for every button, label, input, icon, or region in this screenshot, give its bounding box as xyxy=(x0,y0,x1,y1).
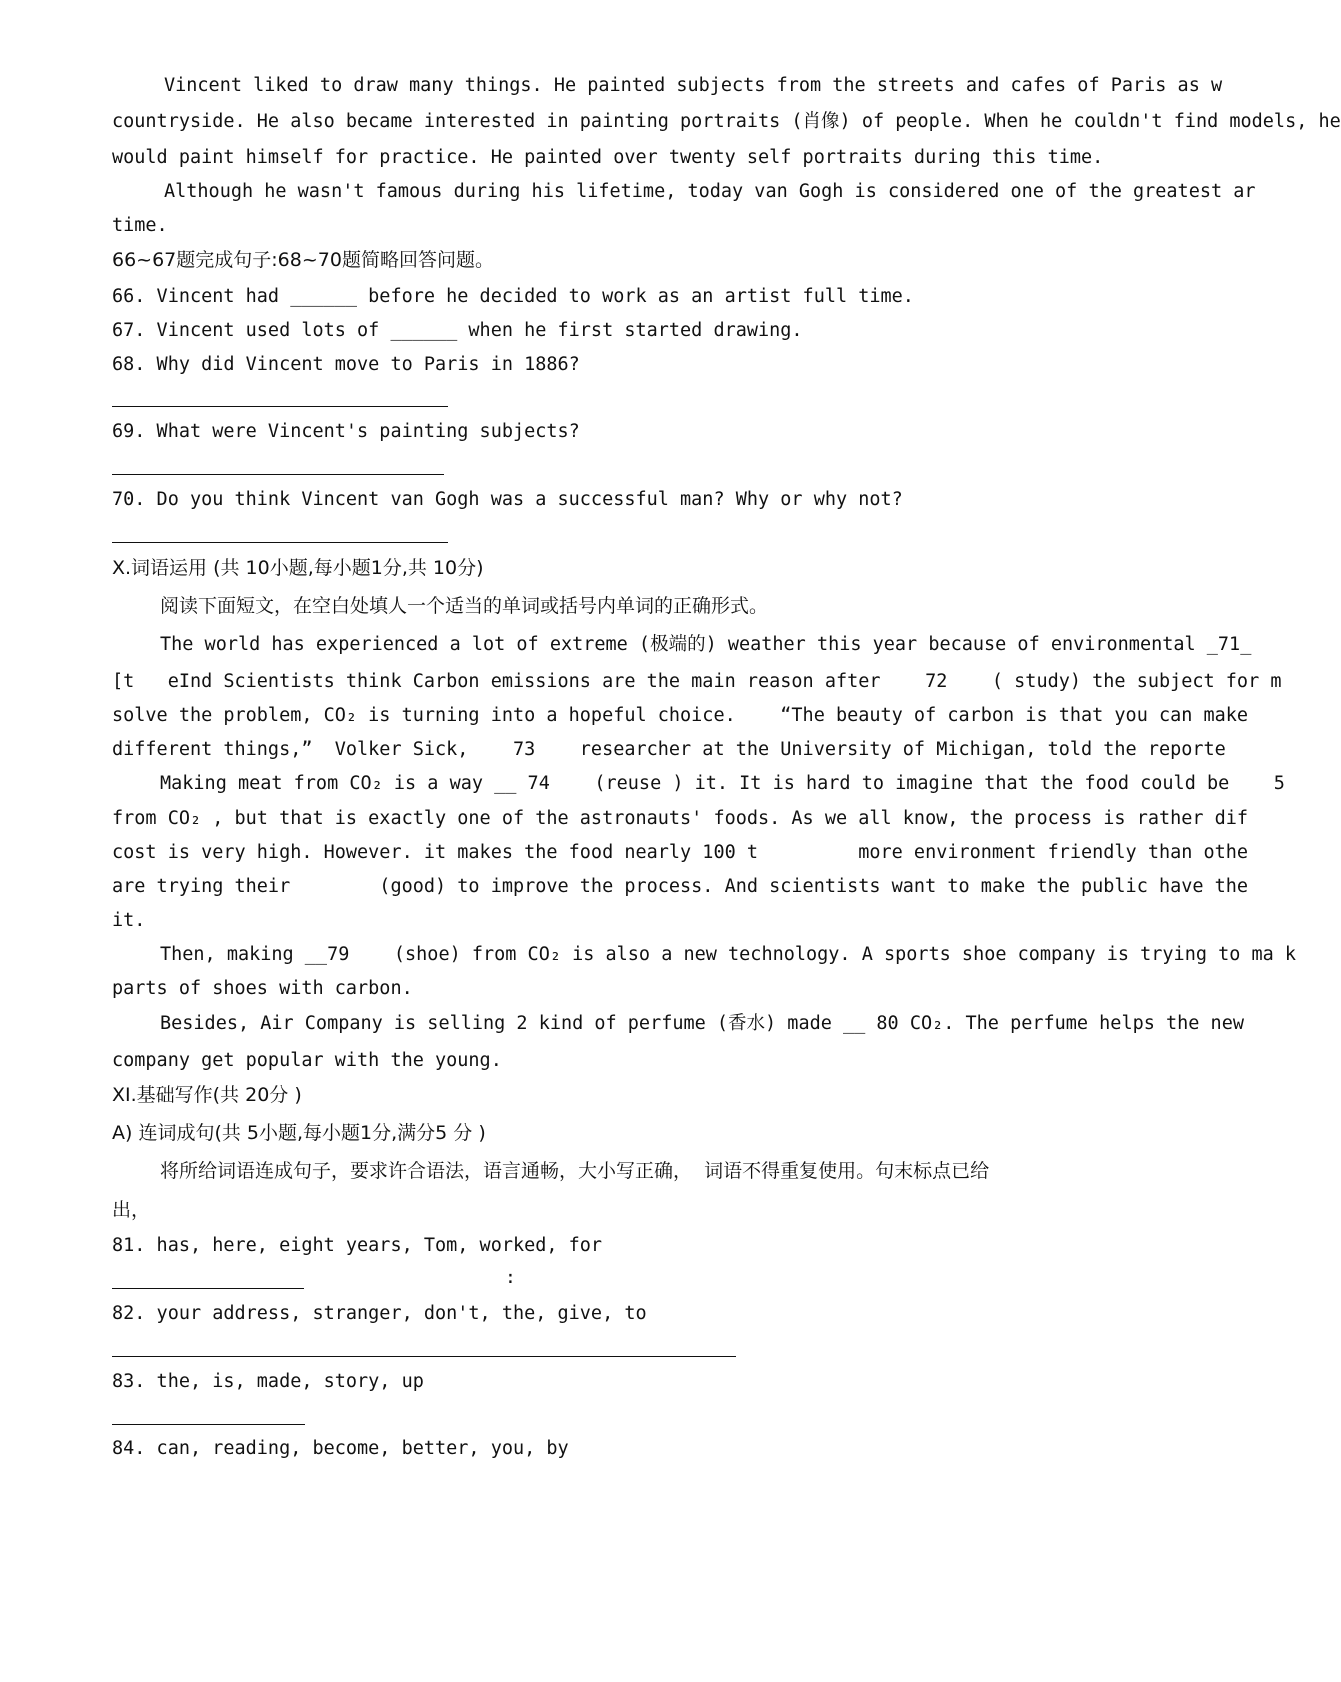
reading-p1-line1: Vincent liked to draw many things. He painted subjects from the streets and cafes of Paris as w xyxy=(164,75,1223,96)
section-xi-instruction-2: 出， xyxy=(112,1199,151,1221)
question-84: 84. can, reading, become, better, you, by xyxy=(112,1438,569,1459)
reading-p2-line2: time. xyxy=(112,215,168,236)
section-x-heading: X.词语运用 (共 10小题,每小题1分,共 10分) xyxy=(112,557,484,579)
cloze-line-2: [t eInd Scientists think Carbon emissions are the main reason after 72 ( study) the subject for m xyxy=(112,671,1282,692)
cloze-line-10: Then, making __79 (shoe) from CO₂ is also a new technology. A sports shoe company is trying to ma k xyxy=(160,944,1297,965)
question-82: 82. your address, stranger, don't, the, give, to xyxy=(112,1303,647,1324)
section-xi-sub-a: A) 连词成句(共 5小题,每小题1分,满分5 分 ) xyxy=(112,1122,486,1144)
question-67: 67. Vincent used lots of ______ when he first started drawing. xyxy=(112,320,803,341)
question-81: 81. has, here, eight years, Tom, worked, for xyxy=(112,1235,603,1256)
cloze-line-1: The world has experienced a lot of extreme (极端的) weather this year because of environmental _71_ xyxy=(160,634,1252,655)
section-xi-instruction-1: 将所给词语连成句子，要求许合语法，语言通畅，大小写正确， 词语不得重复使用。句末标点已给 xyxy=(160,1160,990,1182)
answer-line-68[interactable] xyxy=(112,406,448,407)
question-83: 83. the, is, made, story, up xyxy=(112,1371,424,1392)
reading-p1-line2: countryside. He also became interested in painting portraits (肖像) of people. When he couldn't find models, he xyxy=(112,111,1341,132)
answer-81-punctuation: : xyxy=(505,1267,516,1288)
cloze-line-9: it. xyxy=(112,910,146,931)
question-69: 69. What were Vincent's painting subjects? xyxy=(112,421,580,442)
question-68: 68. Why did Vincent move to Paris in 1886? xyxy=(112,354,580,375)
cloze-line-6: from CO₂ , but that is exactly one of the astronauts' foods. As we all know, the process is rather dif xyxy=(112,808,1249,829)
answer-line-70[interactable] xyxy=(112,542,448,543)
cloze-line-7: cost is very high. However. it makes the food nearly 100 t more environment friendly than othe xyxy=(112,842,1249,863)
cloze-line-4: different things,” Volker Sick, 73 researcher at the University of Michigan, told the reporte xyxy=(112,739,1226,760)
section-x-instruction: 阅读下面短文，在空白处填人一个适当的单词或括号内单词的正确形式。 xyxy=(160,595,769,617)
question-70: 70. Do you think Vincent van Gogh was a successful man? Why or why not? xyxy=(112,489,903,510)
section-xi-heading: XI.基础写作(共 20分 ) xyxy=(112,1084,302,1106)
reading-p1-line3: would paint himself for practice. He painted over twenty self portraits during this time. xyxy=(112,147,1104,168)
cloze-line-13: company get popular with the young. xyxy=(112,1050,502,1071)
answer-line-81[interactable] xyxy=(112,1288,304,1289)
questions-instruction: 66~67题完成句子:68~70题简略回答问题。 xyxy=(112,249,494,271)
answer-line-82[interactable] xyxy=(112,1356,736,1357)
question-66: 66. Vincent had ______ before he decided to work as an artist full time. xyxy=(112,286,914,307)
reading-p2-line1: Although he wasn't famous during his lifetime, today van Gogh is considered one of the greatest ar xyxy=(164,181,1256,202)
cloze-line-5: Making meat from CO₂ is a way __ 74 (reuse ) it. It is hard to imagine that the food could be 5 xyxy=(160,773,1285,794)
answer-line-69[interactable] xyxy=(112,474,444,475)
answer-line-83[interactable] xyxy=(112,1424,305,1425)
cloze-line-12: Besides, Air Company is selling 2 kind of perfume (香水) made __ 80 CO₂. The perfume helps the new xyxy=(160,1013,1244,1034)
cloze-line-11: parts of shoes with carbon. xyxy=(112,978,413,999)
cloze-line-8: are trying their (good) to improve the process. And scientists want to make the public have the xyxy=(112,876,1249,897)
cloze-line-3: solve the problem, CO₂ is turning into a hopeful choice. “The beauty of carbon is that you can make xyxy=(112,705,1249,726)
